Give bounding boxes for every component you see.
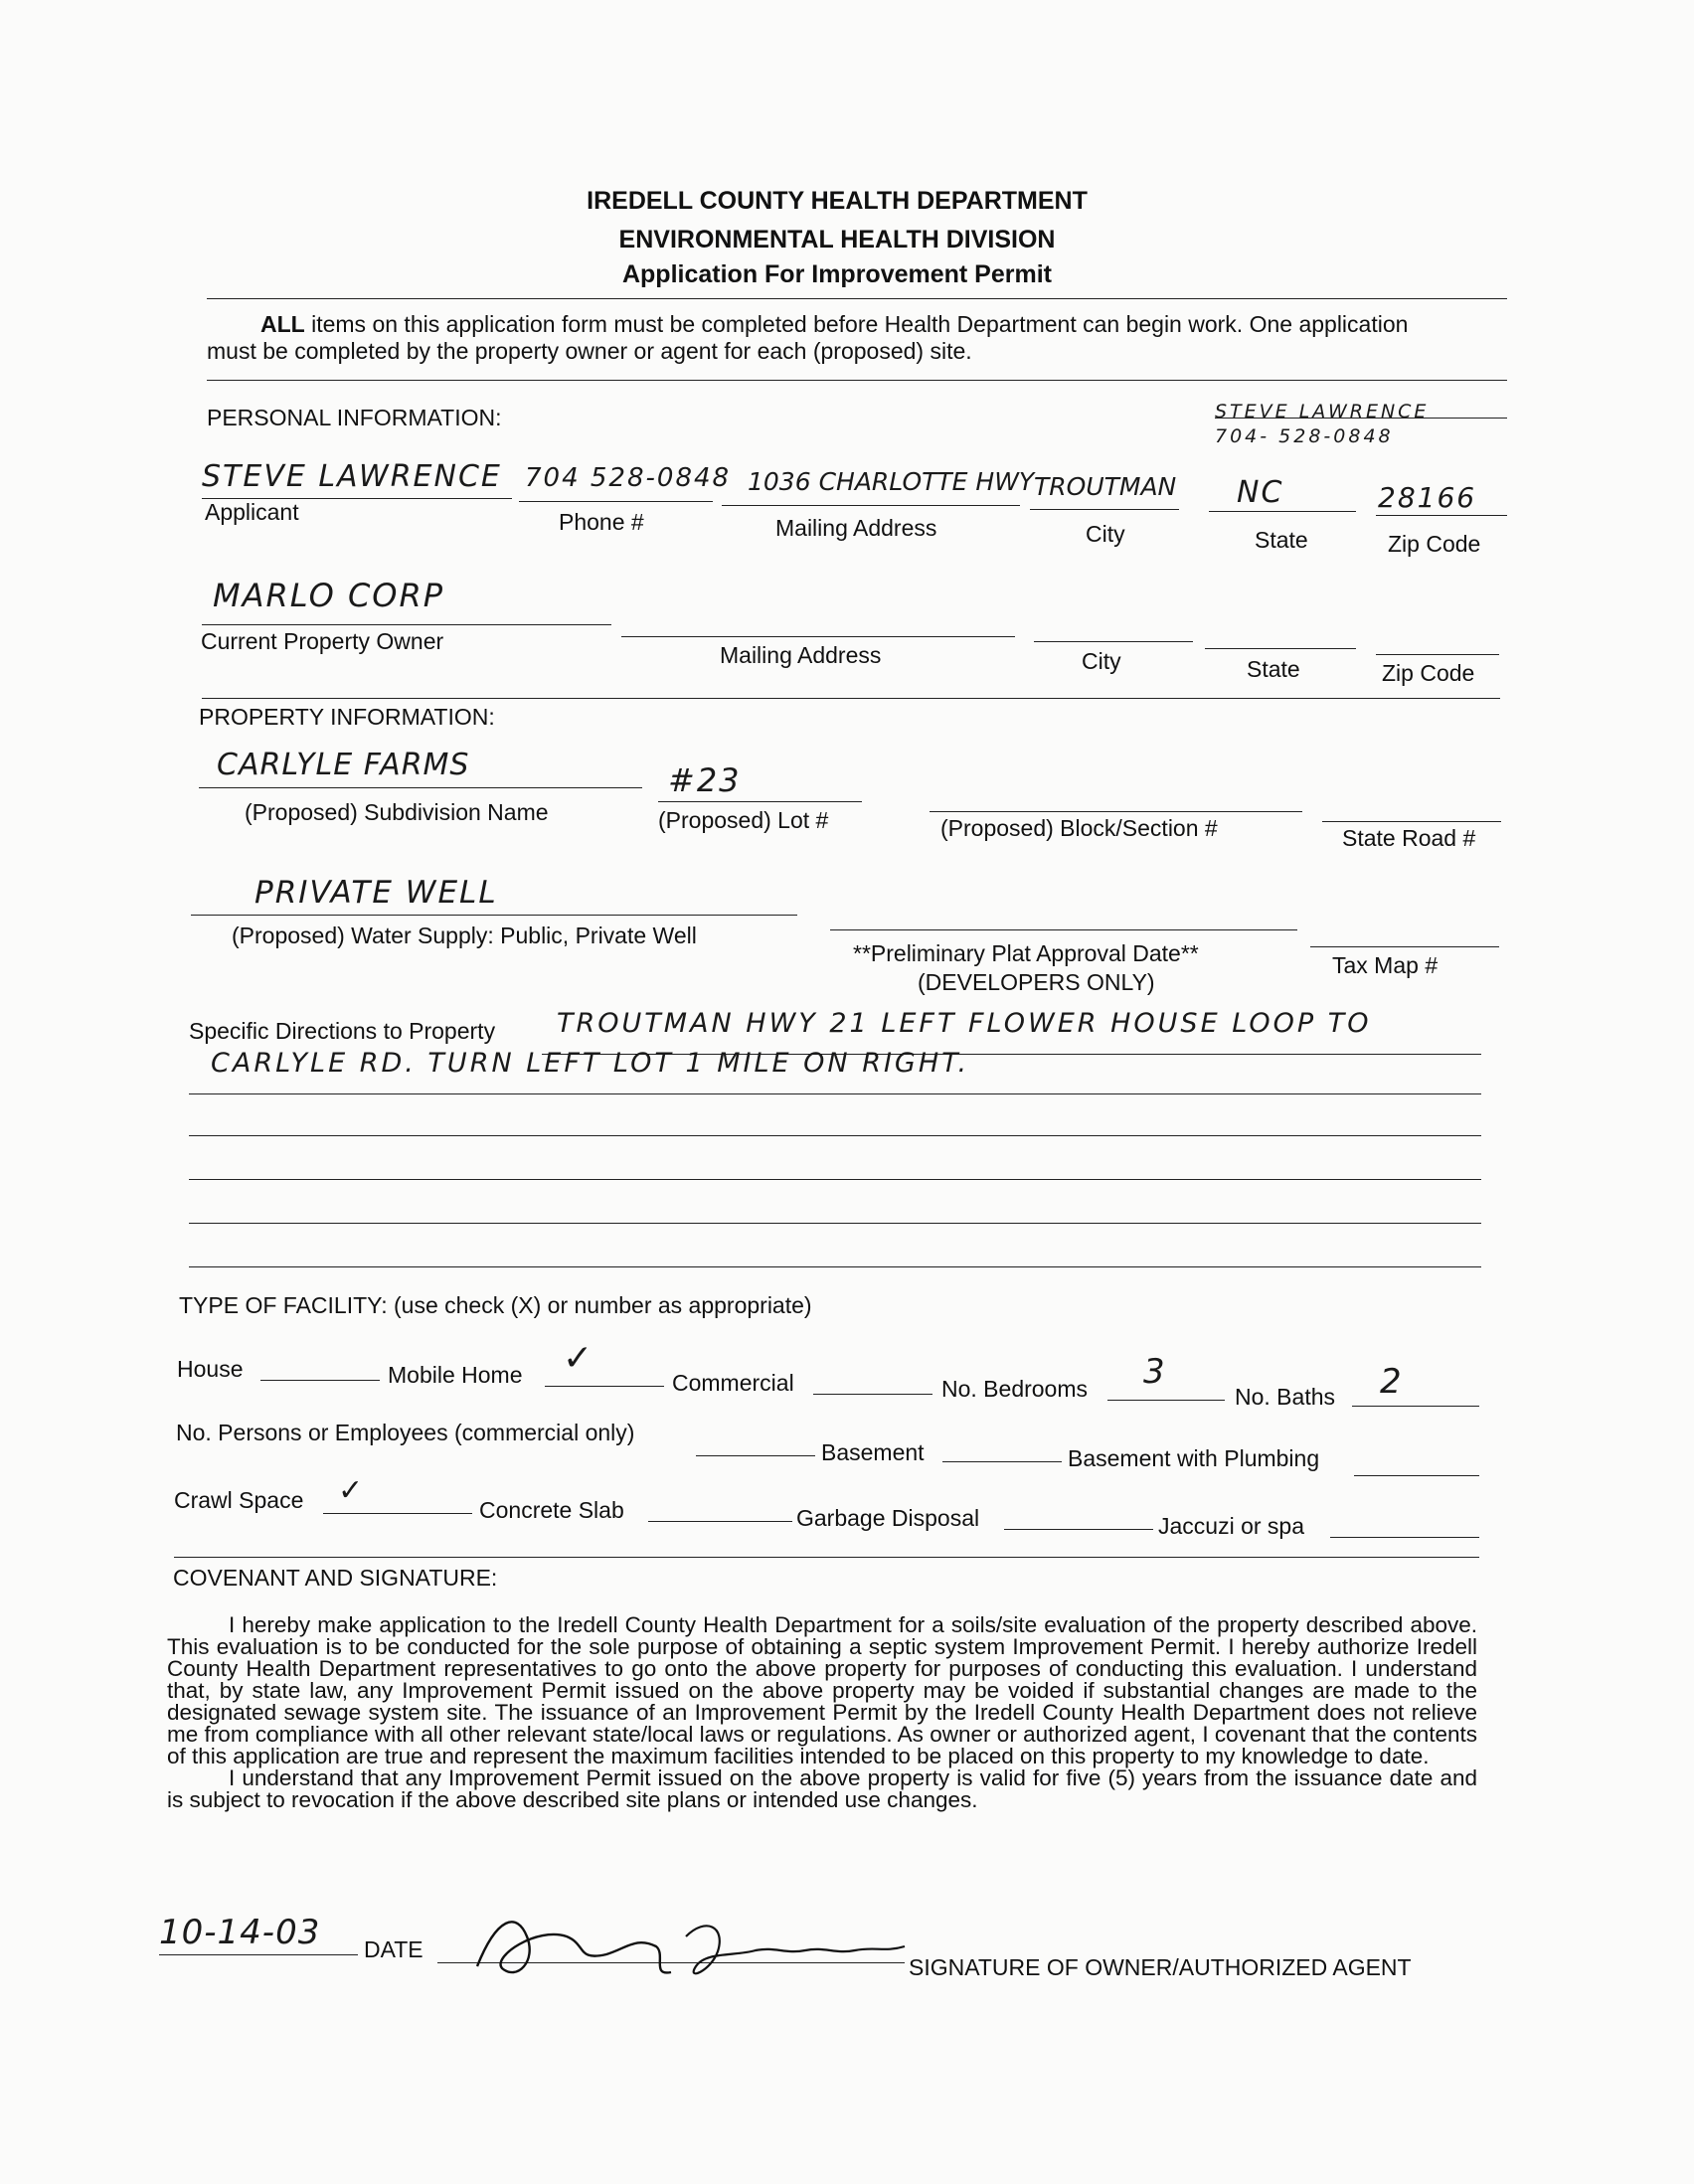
mailing-label: Mailing Address	[775, 515, 937, 541]
state-line	[1209, 511, 1356, 512]
owner-mailing-line	[621, 636, 1015, 637]
personal-heading: PERSONAL INFORMATION:	[207, 405, 502, 430]
crawl-value: ✓	[338, 1473, 366, 1508]
road-label: State Road #	[1342, 825, 1476, 851]
intro-line2: must be completed by the property owner or agent for each (proposed) site.	[207, 338, 972, 364]
mobile-line	[545, 1386, 664, 1387]
applicant-value: STEVE LAWRENCE	[202, 459, 502, 494]
margin-note-phone: 704- 528-0848	[1215, 425, 1394, 447]
plat-line	[830, 929, 1297, 930]
water-label: (Proposed) Water Supply: Public, Private Well	[232, 923, 697, 948]
plat-label: **Preliminary Plat Approval Date**	[853, 940, 1199, 966]
owner-city-label: City	[1082, 648, 1121, 674]
covenant-paragraph-1: I hereby make application to the Iredell County Health Department for a soils/site evaluation of the property described above. This evaluation is to be conducted for the sole purpose of obtaining a septic system Improvement Permit. I hereby authorize Iredell County Health Department representatives to go onto the above property for purposes of conducting this evaluation. I understand that, by state law, any Improvement Permit issued on the above property may be voided if substantial changes are made to the designated sewage system site. The issuance of an Improvement Permit by the Iredell County Health Department does not relieve me from compliance with all other relevant state/local laws or regulations. As owner or authorized agent, I covenant that the contents of this application are true and represent the maximum facilities intended to be placed on this property to my knowledge to date.	[167, 1612, 1477, 1768]
divider	[207, 298, 1507, 299]
water-line	[191, 915, 797, 916]
lot-value: #23	[668, 761, 742, 799]
phone-label: Phone #	[559, 509, 644, 535]
covenant-heading: COVENANT AND SIGNATURE:	[173, 1565, 498, 1591]
signature-scribble	[457, 1907, 915, 1986]
plat-sub: (DEVELOPERS ONLY)	[918, 969, 1155, 995]
crawl-line	[323, 1513, 472, 1514]
property-heading: PROPERTY INFORMATION:	[199, 704, 495, 730]
block-label: (Proposed) Block/Section #	[940, 815, 1218, 841]
slab-label: Concrete Slab	[479, 1497, 624, 1523]
house-line	[260, 1380, 380, 1381]
lot-label: (Proposed) Lot #	[658, 807, 829, 833]
directions-rule-5	[189, 1223, 1481, 1224]
divider	[207, 380, 1507, 381]
basement-plumb-line	[1354, 1475, 1479, 1476]
baths-value: 2	[1380, 1362, 1404, 1402]
signature-label: SIGNATURE OF OWNER/AUTHORIZED AGENT	[909, 1954, 1412, 1980]
facility-heading: TYPE OF FACILITY: (use check (X) or number as appropriate)	[179, 1292, 812, 1318]
directions-line2: CARLYLE RD. TURN LEFT LOT 1 MILE ON RIGHT.	[211, 1048, 970, 1079]
basement-label: Basement	[821, 1439, 925, 1465]
bedrooms-line	[1107, 1400, 1225, 1401]
margin-note-name: STEVE LAWRENCE	[1215, 401, 1430, 422]
covenant-paragraph-2: I understand that any Improvement Permit issued on the above property is valid for five (5) years from the issuance date and is subject to revocation if the above described site plans or intended use changes.	[167, 1765, 1477, 1812]
owner-value: MARLO CORP	[213, 577, 444, 614]
taxmap-line	[1310, 946, 1499, 947]
subdivision-value: CARLYLE FARMS	[217, 748, 470, 782]
baths-label: No. Baths	[1235, 1384, 1335, 1410]
block-line	[930, 811, 1302, 812]
owner-mailing-label: Mailing Address	[720, 642, 882, 668]
jacuzzi-line	[1330, 1537, 1479, 1538]
persons-line	[696, 1455, 815, 1456]
lot-line	[658, 801, 862, 802]
directions-rule-4	[189, 1179, 1481, 1180]
header-department: IREDELL COUNTY HEALTH DEPARTMENT	[587, 187, 1088, 215]
date-label: DATE	[364, 1936, 424, 1962]
road-line	[1322, 821, 1501, 822]
basement-line	[942, 1461, 1062, 1462]
crawl-label: Crawl Space	[174, 1487, 304, 1513]
mobile-value: ✓	[563, 1338, 595, 1379]
taxmap-label: Tax Map #	[1332, 952, 1439, 978]
intro-line1-rest: items on this application form must be completed before Health Department can begin work. One application	[311, 311, 1409, 337]
zip-label: Zip Code	[1388, 531, 1481, 557]
persons-label: No. Persons or Employees (commercial only)	[176, 1420, 635, 1445]
owner-label: Current Property Owner	[201, 628, 444, 654]
date-line	[159, 1954, 358, 1955]
applicant-label: Applicant	[205, 499, 299, 525]
bedrooms-value: 3	[1143, 1352, 1167, 1392]
header-division: ENVIRONMENTAL HEALTH DIVISION	[618, 226, 1056, 253]
mobile-label: Mobile Home	[388, 1362, 523, 1388]
covenant-text	[167, 1614, 1477, 1811]
divider	[202, 698, 1500, 699]
city-label: City	[1086, 521, 1125, 547]
header-form-title: Application For Improvement Permit	[621, 260, 1052, 288]
owner-line	[202, 624, 611, 625]
divider	[174, 1557, 1479, 1558]
slab-line	[648, 1521, 792, 1522]
water-value: PRIVATE WELL	[254, 875, 498, 911]
owner-state-line	[1205, 648, 1356, 649]
bedrooms-label: No. Bedrooms	[941, 1376, 1089, 1402]
city-value: TROUTMAN	[1034, 472, 1177, 501]
zip-line	[1376, 515, 1507, 516]
directions-rule-2	[189, 1093, 1481, 1094]
commercial-line	[813, 1394, 932, 1395]
mailing-line	[722, 505, 1020, 506]
directions-line1: TROUTMAN HWY 21 LEFT FLOWER HOUSE LOOP TO	[557, 1008, 1372, 1039]
subdivision-line	[199, 787, 642, 788]
jacuzzi-label: Jaccuzi or spa	[1158, 1513, 1305, 1539]
zip-value: 28166	[1378, 481, 1477, 514]
garbage-label: Garbage Disposal	[796, 1505, 980, 1531]
city-line	[1030, 509, 1179, 510]
owner-zip-label: Zip Code	[1382, 660, 1475, 686]
intro-bold: ALL	[260, 311, 305, 337]
state-label: State	[1255, 527, 1308, 553]
date-value: 10-14-03	[159, 1913, 321, 1952]
intro-line1	[260, 311, 1408, 338]
baths-line	[1352, 1406, 1479, 1407]
owner-state-label: State	[1247, 656, 1300, 682]
owner-city-line	[1034, 641, 1193, 642]
phone-value: 704 528-0848	[525, 463, 732, 493]
phone-line	[519, 501, 713, 502]
basement-plumb-label: Basement with Plumbing	[1068, 1445, 1320, 1471]
owner-zip-line	[1376, 654, 1499, 655]
note-line	[1215, 418, 1507, 419]
subdivision-label: (Proposed) Subdivision Name	[245, 799, 549, 825]
commercial-label: Commercial	[672, 1370, 794, 1396]
state-value: NC	[1237, 475, 1284, 510]
house-label: House	[177, 1356, 244, 1382]
garbage-line	[1004, 1529, 1153, 1530]
directions-rule-6	[189, 1266, 1481, 1267]
directions-label: Specific Directions to Property	[189, 1018, 496, 1044]
mailing-value: 1036 CHARLOTTE HWY	[748, 467, 1035, 496]
directions-rule-3	[189, 1135, 1481, 1136]
